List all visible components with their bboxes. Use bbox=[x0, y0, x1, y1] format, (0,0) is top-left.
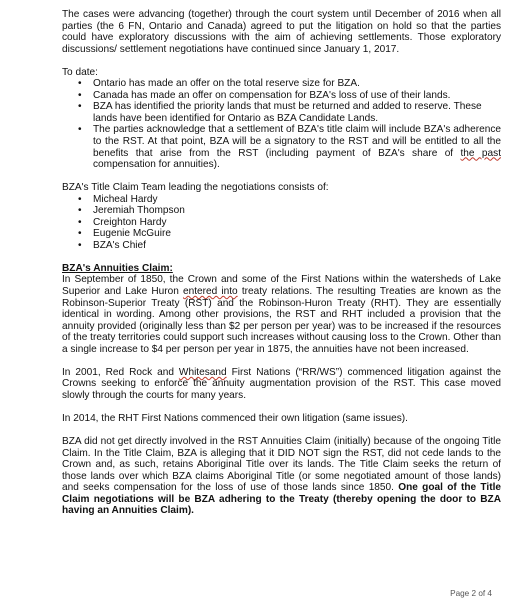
bullet-icon: • bbox=[78, 228, 82, 240]
team-member: • Micheal Hardy bbox=[78, 193, 158, 205]
to-date-list bbox=[62, 78, 501, 170]
team-intro: BZA's Title Claim Team leading the negotiations consists of: bbox=[62, 182, 329, 194]
bullet-icon: • bbox=[78, 205, 82, 217]
bullet-icon: • bbox=[78, 193, 82, 205]
litigation-paragraph: In 2001, Red Rock and Whitesand First Nations (“RR/WS”) commenced litigation against the Crowns seeking to enforce the annuity augmentation provision of the RST. This case moved slowly through the courts for many years. bbox=[62, 366, 501, 401]
to-date-label: To date: bbox=[62, 66, 98, 78]
team-member: • BZA's Chief bbox=[78, 239, 146, 251]
bullet-icon: • bbox=[78, 89, 82, 101]
intro-paragraph: The cases were advancing (together) through the court system until December of 2016 when all parties (the 6 FN, Ontario and Canada) agreed to put the litigation on hold so that the parties could have exploratory discussions with the aim of achieving settlements. Those exploratory discussions/ settlement negotiations have continued since January 1, 2017. bbox=[62, 9, 501, 55]
bullet-icon: • bbox=[78, 124, 82, 136]
spellcheck-mark: the past bbox=[460, 147, 501, 159]
spellcheck-mark: Whitesand bbox=[178, 366, 227, 378]
rht-paragraph: In 2014, the RHT First Nations commenced their own litigation (same issues). bbox=[62, 412, 408, 424]
team-member: • Jeremiah Thompson bbox=[78, 205, 185, 217]
annuities-paragraph: In September of 1850, the Crown and some of the First Nations within the watersheds of Lake Superior and Lake Huron entered into treaty relations. The resulting Treaties are known as the Robinson-Superior Treaty (RST) and the Robinson-Huron Treaty (RHT). They are essentially identical in wording. Among other provisions, the RST and RHT included a provision that the annuity provided (originally less than $2 per person per year) was to be increased if the resources of the treaty territories could support such increases without causing loss to the Crown. Other than a single increase to $4 per person per year in 1875, the annuities have not been increased. bbox=[62, 274, 501, 355]
final-paragraph: BZA did not get directly involved in the RST Annuities Claim (initially) because of the ongoing Title Claim. In the Title Claim, BZA is alleging that it DID NOT sign the RST, did not cede lands to the Crown and, as such, retains Aboriginal Title over its lands. The Title Claim seeks the return of those lands over which BZA claims Aboriginal Title (or some negotiated amount of those lands) and seeks compensation for the loss of use of those lands since 1850. One goal of the Title Claim negotiations will be BZA adhering to the Treaty (thereby opening the door to BZA having an Annuities Claim). bbox=[62, 435, 501, 517]
bullet-icon: • bbox=[78, 216, 82, 228]
list-item: • Canada has made an offer on compensation for BZA's loss of use of their lands. bbox=[78, 89, 451, 101]
spellcheck-mark: entered into bbox=[183, 285, 238, 297]
page-number: Page 2 of 4 bbox=[450, 589, 492, 598]
team-list bbox=[62, 194, 501, 252]
bold-statement: One goal of the Title Claim negotiations will be BZA adhering to the Treaty (thereby opening the door to BZA having an Annuities Claim). bbox=[62, 482, 501, 517]
list-item: • Ontario has made an offer on the total reserve size for BZA. bbox=[78, 78, 360, 90]
bullet-icon: • bbox=[78, 101, 82, 113]
bullet-icon: • bbox=[78, 239, 82, 251]
team-member: • Creighton Hardy bbox=[78, 216, 167, 228]
team-member: • Eugenie McGuire bbox=[78, 228, 171, 240]
list-item: • The parties acknowledge that a settlement of BZA's title claim will include BZA's adherence to the RST. At that point, BZA will be a signatory to the RST and will be entitled to all the benefits that arise from the RST (including payment of BZA's share of the past compensation for annuities). bbox=[78, 124, 501, 171]
list-item: • BZA has identified the priority lands that must be returned and added to reserve. These lands have been identified for Ontario as BZA Candidate Lands. bbox=[78, 101, 482, 124]
annuities-heading: BZA's Annuities Claim: bbox=[62, 262, 173, 274]
bullet-icon: • bbox=[78, 78, 82, 90]
